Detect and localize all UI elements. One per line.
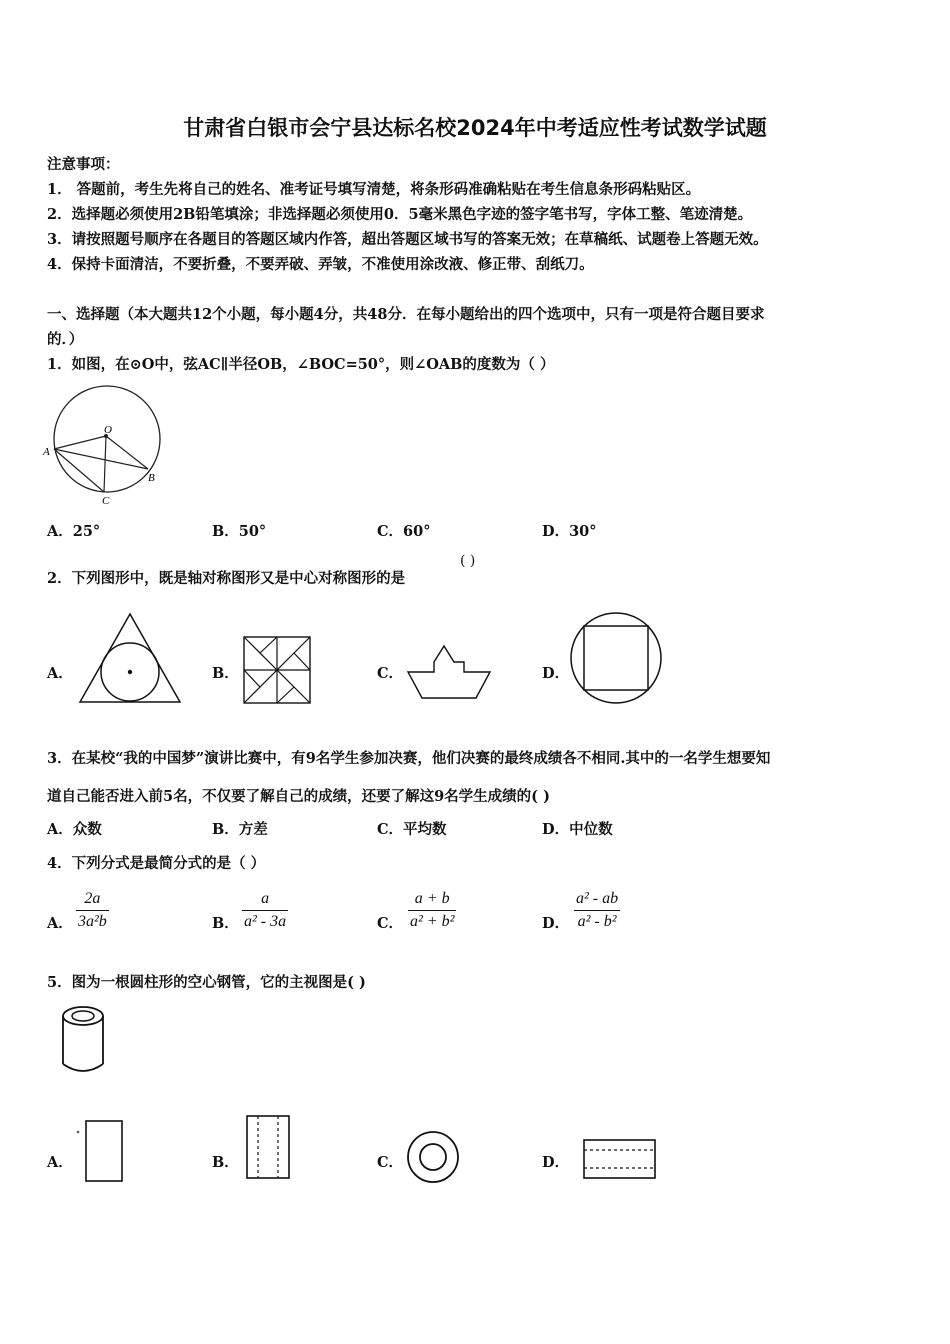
- q1-option-a: A．25°: [47, 523, 101, 540]
- section-heading-line-2: 的．）: [47, 331, 84, 348]
- q5-option-d-figure: [582, 1134, 658, 1182]
- q5-label-c: C．: [377, 1154, 404, 1171]
- q4-label-b: B．: [212, 915, 239, 932]
- q3-option-b: B．方差: [212, 821, 268, 838]
- q4-fraction-a-numerator: 2a: [84, 890, 101, 907]
- q4-fraction-b-numerator: a: [261, 890, 270, 907]
- q4-label-d: D．: [542, 915, 570, 932]
- q5-option-a-figure: [82, 1118, 126, 1184]
- notice-heading: 注意事项：: [47, 156, 120, 173]
- q4-fraction-b-denominator: a² - 3a: [244, 913, 287, 930]
- notice-item-4: 4．保持卡面清洁，不要折叠，不要弄破、弄皱，不准使用涂改液、修正带、刮纸刀。: [47, 256, 594, 273]
- q2-label-d: D．: [542, 665, 570, 682]
- q5-stem: 5．图为一根圆柱形的空心钢管，它的主视图是( ): [47, 974, 366, 991]
- q4-fraction-b: [242, 890, 288, 931]
- q4-fraction-c-numerator: a + b: [414, 890, 450, 907]
- q1-circle-figure: [42, 382, 172, 507]
- q4-label-c: C．: [377, 915, 404, 932]
- q4-fraction-d: [574, 890, 620, 931]
- q4-fraction-c: [408, 890, 456, 931]
- q4-label-a: A．: [47, 915, 73, 932]
- q2-pinwheel-figure: [243, 636, 313, 706]
- q2-label-b: B．: [212, 665, 239, 682]
- q2-stem: 2．下列图形中，既是轴对称图形又是中心对称图形的是: [47, 570, 406, 587]
- q4-fraction-c-denominator: a² + b²: [410, 913, 455, 930]
- q4-fraction-a-denominator: 3a²b: [78, 913, 107, 930]
- q3-option-a: A．众数: [47, 821, 102, 838]
- q4-fraction-d-numerator: a² - ab: [576, 890, 619, 907]
- q1-option-b: B．50°: [212, 523, 267, 540]
- q5-option-b-figure: [245, 1114, 293, 1180]
- q2-triangle-circle-figure: [78, 612, 182, 704]
- q1-option-d: D．30°: [542, 523, 597, 540]
- q1-label-a: A: [43, 446, 50, 458]
- q1-label-o: O: [104, 424, 112, 436]
- q1-label-b: B: [148, 472, 155, 484]
- q3-option-d: D．中位数: [542, 821, 613, 838]
- q5-label-d: D．: [542, 1154, 570, 1171]
- q5-label-b: B．: [212, 1154, 239, 1171]
- q5-hollow-cylinder-figure: [60, 1004, 110, 1076]
- section-heading-line-1: 一、选择题（本大题共12个小题，每小题4分，共48分．在每小题给出的四个选项中，只有一项是符合题目要求: [47, 306, 765, 323]
- q5-option-c-figure: [406, 1130, 462, 1186]
- q1-option-c: C．60°: [377, 523, 431, 540]
- notice-item-1: 1． 答题前，考生先将自己的姓名、准考证号填写清楚，将条形码准确粘贴在考生信息条形码粘贴区。: [47, 181, 701, 198]
- q1-stem: 1．如图，在⊙O中，弦AC∥半径OB，∠BOC=50°，则∠OAB的度数为（ ）: [47, 356, 555, 373]
- q4-fraction-a: [76, 890, 109, 931]
- q3-stem-line-2: 道自己能否进入前5名，不仅要了解自己的成绩，还要了解这9名学生成绩的( ): [47, 788, 550, 805]
- q2-paren: ( ): [460, 553, 476, 569]
- q3-stem-line-1: 3．在某校“我的中国梦”演讲比赛中，有9名学生参加决赛，他们决赛的最终成绩各不相同.其中的一名学生想要知: [47, 750, 771, 767]
- q2-boat-figure: [404, 644, 494, 700]
- q2-label-c: C．: [377, 665, 404, 682]
- notice-item-2: 2．选择题必须使用2B铅笔填涂；非选择题必须使用0．5毫米黑色字迹的签字笔书写，字体工整、笔迹清楚。: [47, 206, 753, 223]
- notice-item-3: 3．请按照题号顺序在各题目的答题区域内作答，超出答题区域书写的答案无效；在草稿纸、试题卷上答题无效。: [47, 231, 768, 248]
- q2-label-a: A．: [47, 665, 73, 682]
- q1-label-c: C: [102, 495, 110, 507]
- q2-circle-square-figure: [570, 612, 664, 706]
- q4-stem: 4．下列分式是最简分式的是（ ）: [47, 855, 266, 872]
- q5-label-a: A．: [47, 1154, 73, 1171]
- q3-option-c: C．平均数: [377, 821, 447, 838]
- q4-fraction-d-denominator: a² - b²: [577, 913, 617, 930]
- page-title: 甘肃省白银市会宁县达标名校2024年中考适应性考试数学试题: [183, 116, 767, 140]
